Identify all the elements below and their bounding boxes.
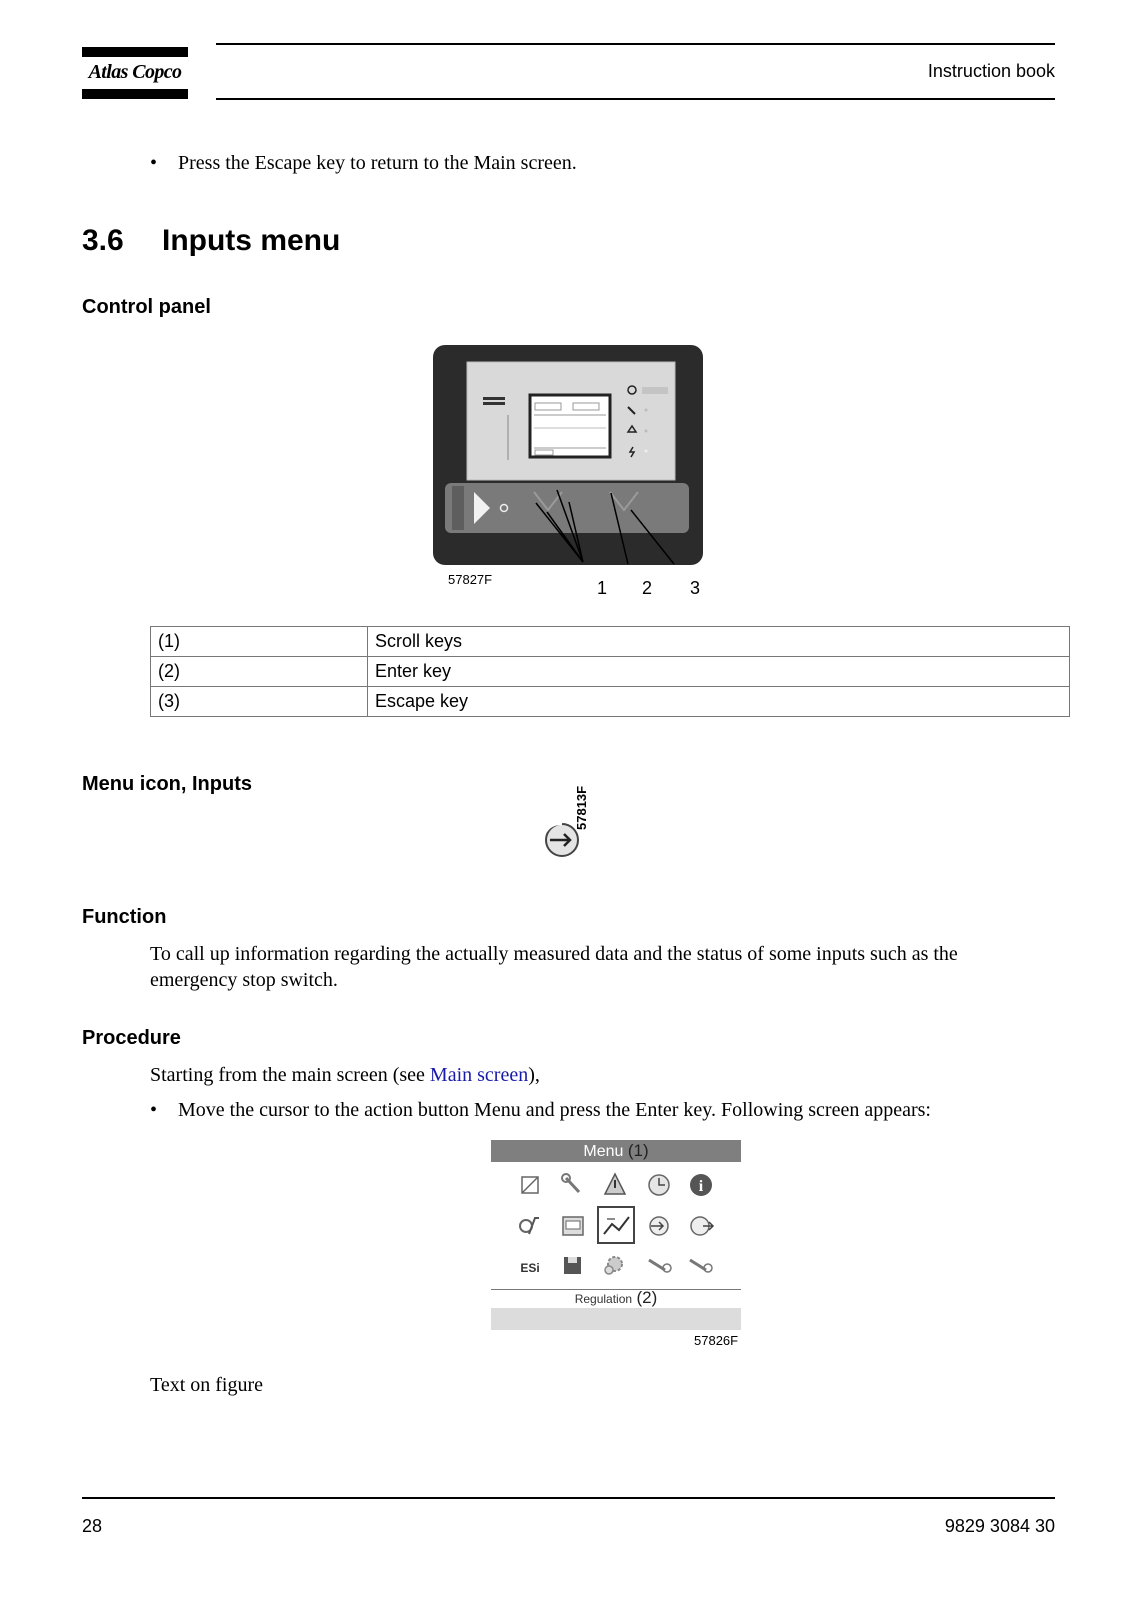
legend-label: Enter key (368, 657, 1070, 687)
header-rule-top (216, 43, 1055, 45)
header-rule-bottom (216, 98, 1055, 100)
section-number: 3.6 (82, 224, 124, 257)
procedure-intro-before: Starting from the main screen (see (150, 1064, 430, 1086)
warning-icon (605, 1174, 625, 1194)
procedure-intro-after: ), (528, 1064, 540, 1086)
function-heading: Function (82, 906, 167, 928)
procedure-intro (150, 1062, 540, 1088)
menu-icon-heading: Menu icon, Inputs (82, 773, 252, 795)
save-icon (564, 1257, 581, 1274)
callout-2: 2 (642, 578, 653, 598)
output-icon (691, 1217, 713, 1235)
menu-status-label: Regulation (574, 1292, 633, 1306)
esi-icon: ESi (520, 1261, 540, 1275)
legend-ref: (3) (151, 687, 368, 717)
main-screen-link[interactable]: Main screen (429, 1064, 529, 1086)
menu-icon-figure-code: 57813F (574, 785, 589, 830)
legend-label: Escape key (368, 687, 1070, 717)
atlas-copco-logo (82, 47, 188, 99)
input-icon (650, 1217, 668, 1235)
info-icon (690, 1174, 712, 1196)
table-row (151, 687, 1070, 717)
legend-ref: (2) (151, 657, 368, 687)
menu-icon-grid (491, 1164, 741, 1290)
logo-wordmark: Atlas Copco (88, 61, 182, 83)
menu-status-line (491, 1290, 741, 1306)
table-row (151, 627, 1070, 657)
intro-bullet-text: Press the Escape key to return to the Main screen. (178, 152, 577, 174)
tools-check-icon (520, 1218, 539, 1234)
settings-icon (605, 1257, 622, 1274)
counter-icon (563, 1217, 583, 1235)
procedure-step-text: Move the cursor to the action button Menu and press the Enter key. Following screen appears: (178, 1099, 931, 1121)
menu-screen-figure (491, 1140, 741, 1338)
service-icon (649, 1260, 671, 1272)
legend-ref: (1) (151, 627, 368, 657)
callout-1: 1 (597, 578, 608, 598)
callout-3: 3 (690, 578, 701, 598)
menu-bottom-bar (491, 1308, 741, 1330)
trend-icon (598, 1207, 634, 1243)
control-panel-figure-code: 57827F (448, 572, 493, 587)
menu-title: Menu (583, 1143, 624, 1160)
table-row (151, 657, 1070, 687)
service-icon (690, 1260, 712, 1272)
menu-screen-figure-code: 57826F (694, 1333, 739, 1348)
section-title: Inputs menu (162, 224, 341, 257)
wrench-icon (562, 1174, 579, 1192)
document-number: 9829 3084 30 (944, 1516, 1055, 1536)
menu-title-bar (491, 1140, 741, 1162)
menu-title-ref: (1) (627, 1141, 649, 1160)
menu-status-ref: (2) (636, 1288, 658, 1307)
svg-text:i: i (698, 1178, 704, 1195)
procedure-step-bullet: • Move the cursor to the action button Menu and press the Enter key. Following screen appears: (150, 1099, 931, 1121)
face-logo-icon (483, 397, 505, 400)
function-text: To call up information regarding the actually measured data and the status of some inputs such as the emergency stop switch. (150, 943, 958, 991)
control-panel-heading: Control panel (82, 296, 211, 318)
control-panel-legend-table (150, 626, 1070, 717)
procedure-heading: Procedure (82, 1027, 181, 1049)
clock-icon (649, 1175, 669, 1195)
text-on-figure-label: Text on figure (150, 1374, 264, 1396)
footer-rule (82, 1497, 1055, 1499)
control-panel-figure (430, 340, 720, 605)
intro-bullet: • Press the Escape key to return to the Main screen. (150, 152, 577, 174)
page-number: 28 (82, 1516, 103, 1536)
document-title: Instruction book (927, 61, 1055, 81)
regulation-icon (522, 1177, 538, 1193)
legend-label: Scroll keys (368, 627, 1070, 657)
